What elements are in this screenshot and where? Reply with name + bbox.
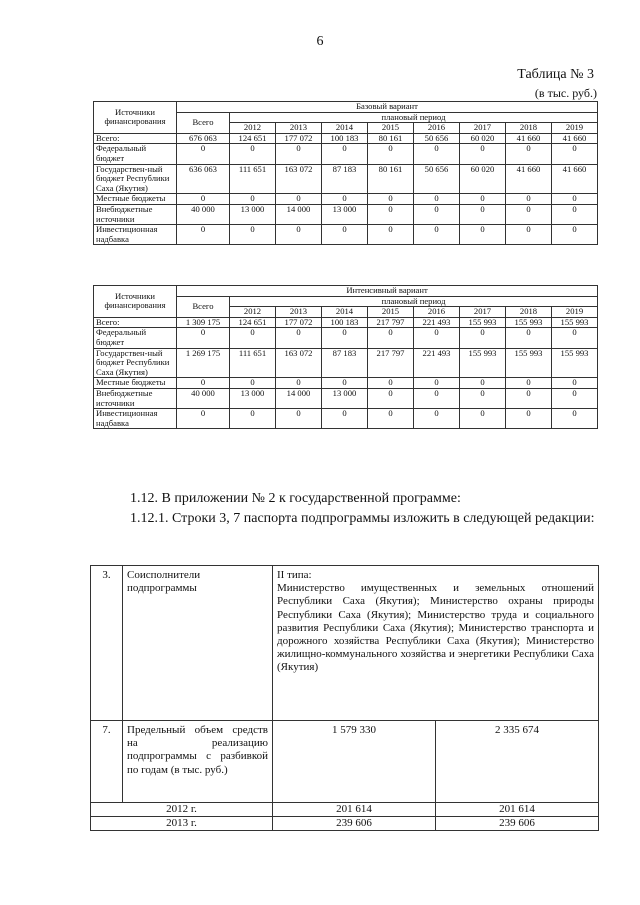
year-value: 155 993 bbox=[552, 348, 598, 378]
year-value: 0 bbox=[460, 144, 506, 164]
total-value: 0 bbox=[177, 194, 230, 205]
period-header: плановый период bbox=[230, 112, 598, 123]
variant-header: Базовый вариант bbox=[177, 102, 598, 113]
row-label: Предельный объем средств на реализацию подпрограммы с разбивкой по годам (в тыс. руб.) bbox=[123, 721, 273, 803]
passport-row-3 bbox=[91, 566, 599, 721]
year-value: 87 183 bbox=[322, 348, 368, 378]
year-value: 177 072 bbox=[276, 133, 322, 144]
year-value: 155 993 bbox=[552, 317, 598, 328]
source-header: Источники финансирования bbox=[94, 102, 177, 134]
intensive-year-value: 239 606 bbox=[436, 817, 599, 831]
passport-year-row bbox=[91, 803, 599, 817]
table-row bbox=[94, 388, 598, 408]
coexecutors-type: II типа: bbox=[277, 569, 312, 581]
year-value: 0 bbox=[552, 194, 598, 205]
year-header: 2018 bbox=[506, 123, 552, 134]
year-value: 0 bbox=[460, 388, 506, 408]
year-header: 2018 bbox=[506, 307, 552, 318]
year-header: 2012 bbox=[230, 123, 276, 134]
source-label: Местные бюджеты bbox=[94, 378, 177, 389]
variant-header: Интенсивный вариант bbox=[177, 286, 598, 297]
year-value: 0 bbox=[506, 388, 552, 408]
year-value: 14 000 bbox=[276, 204, 322, 224]
year-value: 111 651 bbox=[230, 164, 276, 194]
header-row bbox=[94, 286, 598, 297]
source-label: Внебюджетные источники bbox=[94, 388, 177, 408]
year-value: 0 bbox=[414, 378, 460, 389]
year-value: 0 bbox=[368, 388, 414, 408]
year-header: 2013 bbox=[276, 307, 322, 318]
year-value: 100 183 bbox=[322, 317, 368, 328]
source-label: Государствен-ный бюджет Республики Саха (Якутия) bbox=[94, 164, 177, 194]
year-value: 0 bbox=[414, 194, 460, 205]
passport-table bbox=[90, 565, 599, 831]
year-value: 0 bbox=[552, 225, 598, 245]
year-value: 13 000 bbox=[230, 388, 276, 408]
table-row bbox=[94, 328, 598, 348]
year-value: 0 bbox=[230, 225, 276, 245]
year-value: 80 161 bbox=[368, 164, 414, 194]
year-value: 0 bbox=[506, 378, 552, 389]
source-label: Всего: bbox=[94, 317, 177, 328]
source-label: Федеральный бюджет bbox=[94, 328, 177, 348]
year-value: 0 bbox=[552, 328, 598, 348]
year-value: 41 660 bbox=[506, 133, 552, 144]
source-label: Всего: bbox=[94, 133, 177, 144]
year-value: 0 bbox=[460, 225, 506, 245]
year-value: 177 072 bbox=[276, 317, 322, 328]
year-value: 0 bbox=[322, 144, 368, 164]
year-value: 0 bbox=[552, 409, 598, 429]
source-label: Инвестиционная надбавка bbox=[94, 409, 177, 429]
passport-row-7 bbox=[91, 721, 599, 803]
year-header: 2014 bbox=[322, 307, 368, 318]
table-row bbox=[94, 144, 598, 164]
header-row bbox=[94, 102, 598, 113]
total-header: Всего bbox=[177, 112, 230, 133]
year-value: 0 bbox=[276, 328, 322, 348]
year-header: 2019 bbox=[552, 123, 598, 134]
year-value: 0 bbox=[322, 225, 368, 245]
base-total: 1 579 330 bbox=[273, 721, 436, 803]
table-row bbox=[94, 378, 598, 389]
source-label: Федеральный бюджет bbox=[94, 144, 177, 164]
year-header: 2019 bbox=[552, 307, 598, 318]
year-value: 0 bbox=[368, 194, 414, 205]
year-header: 2012 bbox=[230, 307, 276, 318]
table-row bbox=[94, 133, 598, 144]
year-value: 50 656 bbox=[414, 133, 460, 144]
passport-year-row bbox=[91, 817, 599, 831]
total-value: 0 bbox=[177, 144, 230, 164]
total-value: 0 bbox=[177, 328, 230, 348]
year-value: 0 bbox=[460, 328, 506, 348]
row-label: Соисполнители подпрограммы bbox=[123, 566, 273, 721]
year-value: 124 651 bbox=[230, 133, 276, 144]
year-value: 163 072 bbox=[276, 164, 322, 194]
year-value: 0 bbox=[230, 409, 276, 429]
year-value: 155 993 bbox=[460, 348, 506, 378]
period-header: плановый период bbox=[230, 296, 598, 307]
year-value: 163 072 bbox=[276, 348, 322, 378]
year-value: 0 bbox=[414, 409, 460, 429]
year-value: 0 bbox=[460, 378, 506, 389]
year-header: 2017 bbox=[460, 307, 506, 318]
year-value: 0 bbox=[414, 204, 460, 224]
total-value: 0 bbox=[177, 409, 230, 429]
year-value: 60 020 bbox=[460, 164, 506, 194]
row-number: 3. bbox=[91, 566, 123, 721]
year-value: 13 000 bbox=[322, 204, 368, 224]
year-value: 0 bbox=[276, 225, 322, 245]
year-header: 2016 bbox=[414, 307, 460, 318]
year-value: 13 000 bbox=[230, 204, 276, 224]
table-row bbox=[94, 225, 598, 245]
source-label: Государствен-ный бюджет Республики Саха (Якутия) bbox=[94, 348, 177, 378]
intensive-year-value: 201 614 bbox=[436, 803, 599, 817]
year-value: 0 bbox=[552, 144, 598, 164]
table-row bbox=[94, 204, 598, 224]
total-value: 1 309 175 bbox=[177, 317, 230, 328]
year-value: 0 bbox=[322, 328, 368, 348]
year-value: 0 bbox=[552, 204, 598, 224]
year-value: 0 bbox=[322, 378, 368, 389]
year-value: 0 bbox=[552, 378, 598, 389]
year-value: 80 161 bbox=[368, 133, 414, 144]
year-header: 2015 bbox=[368, 123, 414, 134]
year-value: 0 bbox=[322, 194, 368, 205]
year-value: 221 493 bbox=[414, 317, 460, 328]
year-value: 0 bbox=[230, 328, 276, 348]
year-value: 124 651 bbox=[230, 317, 276, 328]
table-row bbox=[94, 317, 598, 328]
year-value: 0 bbox=[368, 144, 414, 164]
year-value: 0 bbox=[322, 409, 368, 429]
year-value: 0 bbox=[230, 144, 276, 164]
table-base-variant bbox=[93, 101, 598, 245]
year-header: 2017 bbox=[460, 123, 506, 134]
year-value: 0 bbox=[276, 378, 322, 389]
coexecutors-cell bbox=[273, 566, 599, 721]
total-value: 0 bbox=[177, 378, 230, 389]
year-value: 41 660 bbox=[552, 133, 598, 144]
year-value: 0 bbox=[368, 225, 414, 245]
year-value: 0 bbox=[506, 204, 552, 224]
year-value: 155 993 bbox=[506, 348, 552, 378]
year-label: 2012 г. bbox=[91, 803, 273, 817]
year-value: 100 183 bbox=[322, 133, 368, 144]
year-value: 217 797 bbox=[368, 348, 414, 378]
table-row bbox=[94, 348, 598, 378]
total-value: 0 bbox=[177, 225, 230, 245]
year-label: 2013 г. bbox=[91, 817, 273, 831]
year-value: 0 bbox=[414, 144, 460, 164]
year-value: 0 bbox=[506, 409, 552, 429]
base-year-value: 239 606 bbox=[273, 817, 436, 831]
year-value: 0 bbox=[460, 409, 506, 429]
year-value: 0 bbox=[276, 144, 322, 164]
table-caption: Таблица № 3 bbox=[517, 67, 594, 82]
year-value: 0 bbox=[552, 388, 598, 408]
paragraph-1-12: 1.12. В приложении № 2 к государственной программе: bbox=[130, 491, 461, 506]
year-value: 0 bbox=[506, 225, 552, 245]
year-value: 0 bbox=[276, 409, 322, 429]
table-intensive-variant bbox=[93, 285, 598, 429]
year-value: 0 bbox=[230, 194, 276, 205]
year-value: 155 993 bbox=[460, 317, 506, 328]
year-value: 14 000 bbox=[276, 388, 322, 408]
year-value: 0 bbox=[368, 378, 414, 389]
year-value: 0 bbox=[506, 194, 552, 205]
paragraph-1-12-1: 1.12.1. Строки 3, 7 паспорта подпрограммы изложить в следующей редакции: bbox=[130, 511, 595, 526]
year-value: 0 bbox=[460, 204, 506, 224]
year-value: 0 bbox=[230, 378, 276, 389]
year-value: 0 bbox=[276, 194, 322, 205]
year-value: 0 bbox=[460, 194, 506, 205]
year-header: 2015 bbox=[368, 307, 414, 318]
year-value: 111 651 bbox=[230, 348, 276, 378]
source-header: Источники финансирования bbox=[94, 286, 177, 318]
total-value: 676 063 bbox=[177, 133, 230, 144]
total-header: Всего bbox=[177, 296, 230, 317]
year-value: 221 493 bbox=[414, 348, 460, 378]
intensive-total: 2 335 674 bbox=[436, 721, 599, 803]
year-value: 41 660 bbox=[552, 164, 598, 194]
year-value: 0 bbox=[414, 388, 460, 408]
total-value: 40 000 bbox=[177, 388, 230, 408]
total-value: 40 000 bbox=[177, 204, 230, 224]
table-row bbox=[94, 164, 598, 194]
source-label: Внебюджетные источники bbox=[94, 204, 177, 224]
year-value: 0 bbox=[506, 328, 552, 348]
base-year-value: 201 614 bbox=[273, 803, 436, 817]
table-row bbox=[94, 409, 598, 429]
year-value: 0 bbox=[368, 204, 414, 224]
year-value: 50 656 bbox=[414, 164, 460, 194]
table-row bbox=[94, 194, 598, 205]
year-header: 2016 bbox=[414, 123, 460, 134]
page-number: 6 bbox=[316, 34, 324, 49]
year-value: 0 bbox=[414, 225, 460, 245]
units-label: (в тыс. руб.) bbox=[534, 86, 597, 100]
year-value: 60 020 bbox=[460, 133, 506, 144]
year-value: 0 bbox=[506, 144, 552, 164]
year-value: 0 bbox=[414, 328, 460, 348]
total-value: 1 269 175 bbox=[177, 348, 230, 378]
year-value: 87 183 bbox=[322, 164, 368, 194]
source-label: Инвестиционная надбавка bbox=[94, 225, 177, 245]
coexecutors-list: Министерство имущественных и земельных отношений Республики Саха (Якутия); Министерство охраны природы Республики Саха (Якутия); Министерство труда и социального развития Республики Саха (Якутия); Министерство транспорта и дорожного хозяйства Республики Саха (Якутия); Министерство жилищно-коммунального хозяйства и энергетики Республики Саха (Якутия) bbox=[277, 582, 595, 674]
year-value: 0 bbox=[368, 409, 414, 429]
row-number: 7. bbox=[91, 721, 123, 803]
year-header: 2014 bbox=[322, 123, 368, 134]
total-value: 636 063 bbox=[177, 164, 230, 194]
year-value: 217 797 bbox=[368, 317, 414, 328]
year-value: 0 bbox=[368, 328, 414, 348]
year-value: 13 000 bbox=[322, 388, 368, 408]
year-value: 41 660 bbox=[506, 164, 552, 194]
source-label: Местные бюджеты bbox=[94, 194, 177, 205]
year-value: 155 993 bbox=[506, 317, 552, 328]
year-header: 2013 bbox=[276, 123, 322, 134]
